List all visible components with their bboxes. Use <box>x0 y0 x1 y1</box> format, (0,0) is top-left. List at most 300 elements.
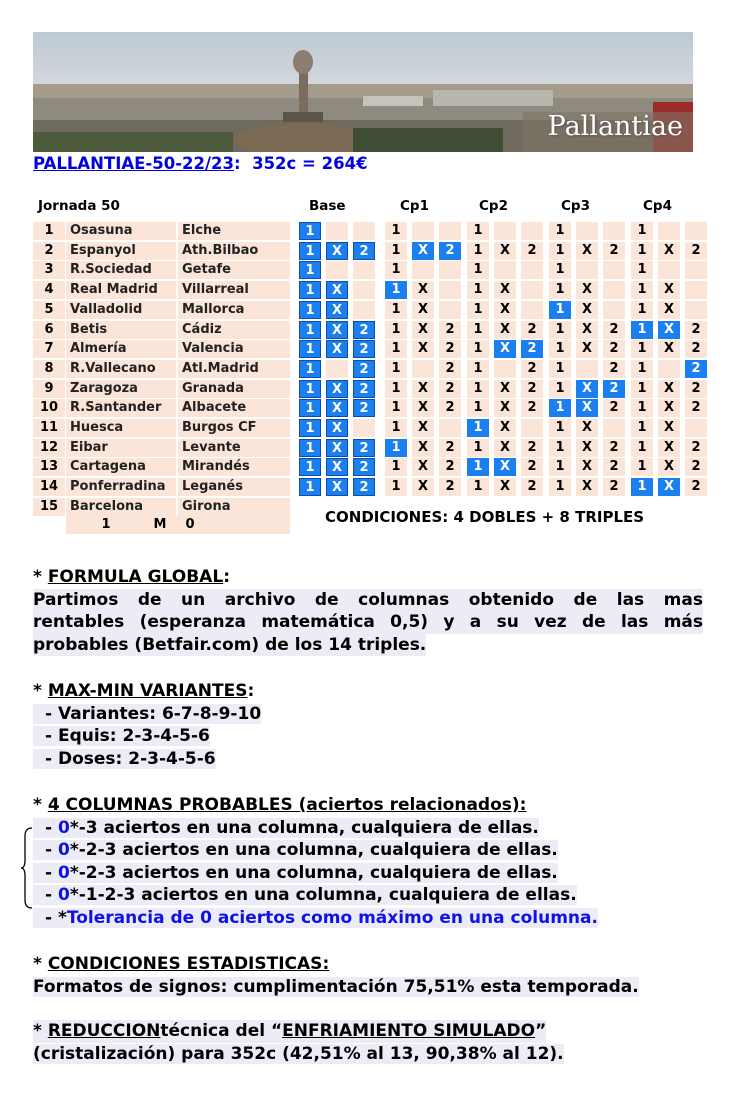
away-team: Mirandés <box>178 458 290 476</box>
base-sign-2: 2 <box>353 380 375 398</box>
cp2-sign-1: 1 <box>467 321 489 339</box>
cp4-sign-x: X <box>658 478 680 496</box>
reduccion-mid: técnica del “ <box>160 1021 283 1041</box>
cp2-sign-x <box>494 360 516 378</box>
match-row <box>33 281 698 299</box>
cp3-sign-2 <box>603 301 625 319</box>
home-team: R.Sociedad <box>66 261 176 279</box>
cp2-sign-1: 1 <box>467 360 489 378</box>
cp1-sign-2: 2 <box>439 439 461 457</box>
match-row <box>33 301 698 319</box>
cp4-sign-2: 2 <box>685 340 707 358</box>
base-sign-x: X <box>326 399 348 417</box>
base-sign-2: 2 <box>353 478 375 496</box>
base-sign-x <box>326 222 348 240</box>
cp1-sign-2: 2 <box>439 380 461 398</box>
cp4-sign-1: 1 <box>631 222 653 240</box>
cp2-sign-x: X <box>494 439 516 457</box>
home-team: R.Vallecano <box>66 360 176 378</box>
cp1-sign-2: 2 <box>439 242 461 260</box>
cp3-sign-x: X <box>576 380 598 398</box>
cp2-sign-x: X <box>494 301 516 319</box>
cp3-sign-2 <box>603 222 625 240</box>
match-number: 3 <box>33 261 65 279</box>
match-row <box>33 439 701 457</box>
cp1-sign-1: 1 <box>385 478 407 496</box>
cp2-sign-2: 2 <box>521 399 543 417</box>
home-team: Valladolid <box>66 301 176 319</box>
maxmin-line: - Variantes: 6-7-8-9-10 <box>33 704 261 724</box>
cp4-sign-x: X <box>658 380 680 398</box>
base-sign-x: X <box>326 340 348 358</box>
probables-zero: 0 <box>57 817 70 838</box>
cp3-sign-2: 2 <box>603 439 625 457</box>
probables-zero: 0 <box>57 862 70 883</box>
cp1-sign-x <box>412 261 434 279</box>
match-number: 9 <box>33 380 65 398</box>
cp4-sign-2 <box>685 301 707 319</box>
away-team: Granada <box>178 380 290 398</box>
base-sign-2: 2 <box>353 242 375 260</box>
away-team: Levante <box>178 439 290 457</box>
cp1-sign-2: 2 <box>439 478 461 496</box>
match-row <box>33 458 701 476</box>
base-sign-x: X <box>326 478 348 496</box>
maxmin-line: - Equis: 2-3-4-5-6 <box>33 726 210 746</box>
cp1-sign-1: 1 <box>385 281 407 299</box>
probables-zero: 0 <box>57 885 70 905</box>
reduccion-line: (cristalización) para 352c (42,51% al 13, 90,38% al 12). <box>33 1043 564 1064</box>
cp4-sign-1: 1 <box>631 360 653 378</box>
base-sign-1: 1 <box>299 281 321 299</box>
base-sign-1: 1 <box>299 399 321 417</box>
cp3-sign-2: 2 <box>603 458 625 476</box>
cp1-sign-x: X <box>412 340 434 358</box>
probables-line: *-3 aciertos en una columna, cualquiera de ellas. <box>69 817 539 838</box>
home-team: Almería <box>66 340 176 358</box>
cp2-sign-x <box>494 261 516 279</box>
cp1-sign-1: 1 <box>385 340 407 358</box>
cp1-sign-2: 2 <box>439 458 461 476</box>
cp2-sign-x: X <box>494 399 516 417</box>
jornada-label: Jornada 50 <box>38 198 120 214</box>
reduccion-end: ” <box>535 1021 547 1041</box>
cp4-sign-2: 2 <box>685 380 707 398</box>
away-team: Burgos CF <box>178 419 290 437</box>
maxmin-heading: MAX-MIN VARIANTES <box>47 681 248 701</box>
cp2-sign-2: 2 <box>521 458 543 476</box>
away-team: Leganés <box>178 478 290 496</box>
base-sign-2: 2 <box>353 340 375 358</box>
cp2-sign-1: 1 <box>467 340 489 358</box>
cp2-sign-1: 1 <box>467 222 489 240</box>
match-row <box>33 261 698 279</box>
formula-line: probables (Betfair.com) de los 14 triples. <box>33 634 427 655</box>
home-team: Huesca <box>66 419 176 437</box>
cp3-sign-2 <box>603 261 625 279</box>
cp1-sign-x: X <box>412 399 434 417</box>
match-number: 1 <box>33 222 65 240</box>
base-sign-x <box>326 360 348 378</box>
reduccion-section: * REDUCCIONtécnica del “ENFRIAMIENTO SIMULADO” (cristalización) para 352c (42,51% al 13, 90,38% al 12). <box>33 1021 564 1064</box>
cp4-sign-x <box>658 222 680 240</box>
title-total: : 352c = 264€ <box>234 154 368 173</box>
cp4-sign-x: X <box>658 340 680 358</box>
match-number: 8 <box>33 360 65 378</box>
probables-line: *-2-3 aciertos en una columna, cualquiera de ellas. <box>69 840 558 860</box>
base-sign-1: 1 <box>299 360 321 378</box>
cp3-sign-2 <box>603 281 625 299</box>
cp2-sign-2: 2 <box>521 242 543 260</box>
cp2-sign-x: X <box>494 242 516 260</box>
cp2-sign-1: 1 <box>467 458 489 476</box>
cp3-sign-1: 1 <box>549 419 571 437</box>
away-team: Cádiz <box>178 321 290 339</box>
base-sign-1: 1 <box>299 321 321 339</box>
base-sign-1: 1 <box>299 458 321 476</box>
home-team: Real Madrid <box>66 281 176 299</box>
match-row <box>33 399 701 417</box>
cp3-sign-2 <box>603 419 625 437</box>
cp2-sign-2 <box>521 222 543 240</box>
match-number: 12 <box>33 439 65 457</box>
probables-zero: 0 <box>57 840 70 860</box>
home-team: Barcelona <box>66 498 176 516</box>
cp1-sign-1: 1 <box>385 360 407 378</box>
match-row <box>33 380 701 398</box>
cp2-sign-x: X <box>494 281 516 299</box>
base-sign-2: 2 <box>353 321 375 339</box>
cp2-sign-1: 1 <box>467 261 489 279</box>
cp1-sign-1: 1 <box>385 439 407 457</box>
cp3-sign-1: 1 <box>549 439 571 457</box>
cp3-sign-x <box>576 360 598 378</box>
base-sign-2: 2 <box>353 360 375 378</box>
col-header-cp3: Cp3 <box>561 198 590 214</box>
base-sign-2: 2 <box>353 399 375 417</box>
match-number: 13 <box>33 458 65 476</box>
base-sign-x: X <box>326 281 348 299</box>
cp1-sign-1: 1 <box>385 242 407 260</box>
cp1-sign-x: X <box>412 458 434 476</box>
cp1-sign-2: 2 <box>439 360 461 378</box>
cp1-sign-1: 1 <box>385 458 407 476</box>
cp4-sign-2: 2 <box>685 321 707 339</box>
cp3-sign-x: X <box>576 458 598 476</box>
cp4-sign-1: 1 <box>631 419 653 437</box>
cp4-sign-2 <box>685 222 707 240</box>
cp1-sign-x: X <box>412 281 434 299</box>
cp2-sign-2: 2 <box>521 439 543 457</box>
cp3-sign-2: 2 <box>603 321 625 339</box>
away-team: Atl.Madrid <box>178 360 290 378</box>
cp4-sign-1: 1 <box>631 439 653 457</box>
cp3-sign-x: X <box>576 340 598 358</box>
cp3-sign-2: 2 <box>603 242 625 260</box>
base-sign-2: 2 <box>353 439 375 457</box>
base-sign-2 <box>353 261 375 279</box>
base-sign-2 <box>353 419 375 437</box>
cp4-sign-x <box>658 261 680 279</box>
cp2-sign-x: X <box>494 419 516 437</box>
base-sign-x: X <box>326 419 348 437</box>
cp1-sign-x: X <box>412 321 434 339</box>
base-sign-2 <box>353 281 375 299</box>
cp4-sign-1: 1 <box>631 380 653 398</box>
base-sign-2 <box>353 301 375 319</box>
match-number: 14 <box>33 478 65 496</box>
cp1-sign-x: X <box>412 242 434 260</box>
match-row <box>33 360 701 378</box>
cp3-sign-1: 1 <box>549 301 571 319</box>
cp3-sign-x <box>576 222 598 240</box>
cp3-sign-x <box>576 261 598 279</box>
base-sign-1: 1 <box>299 380 321 398</box>
match-number: 2 <box>33 242 65 260</box>
base-sign-x: X <box>326 458 348 476</box>
cp2-sign-2 <box>521 419 543 437</box>
title-link[interactable]: PALLANTIAE-50-22/23 <box>33 154 234 173</box>
formula-heading: FORMULA GLOBAL <box>47 567 224 587</box>
cp3-sign-x: X <box>576 419 598 437</box>
cp1-sign-x: X <box>412 439 434 457</box>
reduccion-heading: REDUCCION <box>47 1021 161 1041</box>
match-number: 5 <box>33 301 65 319</box>
col-header-cp2: Cp2 <box>479 198 508 214</box>
base-sign-1: 1 <box>299 478 321 496</box>
away-team: Villarreal <box>178 281 290 299</box>
base-sign-x: X <box>326 380 348 398</box>
cp1-sign-1: 1 <box>385 380 407 398</box>
home-team: Cartagena <box>66 458 176 476</box>
cp2-sign-x: X <box>494 321 516 339</box>
away-team: Valencia <box>178 340 290 358</box>
cp3-sign-2: 2 <box>603 478 625 496</box>
cp4-sign-x: X <box>658 242 680 260</box>
cp4-sign-1: 1 <box>631 340 653 358</box>
cp2-sign-1: 1 <box>467 301 489 319</box>
cp2-sign-2: 2 <box>521 321 543 339</box>
cp2-sign-x: X <box>494 458 516 476</box>
formula-line: Partimos de un archivo de columnas obtenido de las mas <box>33 589 703 610</box>
match-row <box>33 242 701 260</box>
cp1-sign-2 <box>439 281 461 299</box>
base-sign-1: 1 <box>299 419 321 437</box>
cp1-sign-x <box>412 222 434 240</box>
cp1-sign-1: 1 <box>385 222 407 240</box>
estadisticas-heading: CONDICIONES ESTADISTICAS <box>47 954 323 974</box>
base-sign-2: 2 <box>353 458 375 476</box>
cp2-sign-1: 1 <box>467 439 489 457</box>
cp1-sign-x: X <box>412 301 434 319</box>
match-row <box>33 340 701 358</box>
cp1-sign-x <box>412 360 434 378</box>
cp4-sign-2 <box>685 261 707 279</box>
cp1-sign-2: 2 <box>439 399 461 417</box>
col-header-base: Base <box>309 198 346 214</box>
banner-brand-text: Pallantiae <box>547 111 683 142</box>
base-sign-2 <box>353 222 375 240</box>
cp4-sign-x: X <box>658 321 680 339</box>
base-sign-1: 1 <box>299 242 321 260</box>
estadisticas-line: Formatos de signos: cumplimentación 75,51% esta temporada. <box>33 976 639 997</box>
cp2-sign-1: 1 <box>467 281 489 299</box>
cp1-sign-1: 1 <box>385 419 407 437</box>
match-number: 6 <box>33 321 65 339</box>
cp4-sign-x: X <box>658 458 680 476</box>
cp2-sign-1: 1 <box>467 399 489 417</box>
cp3-sign-1: 1 <box>549 458 571 476</box>
maxmin-section: * MAX-MIN VARIANTES: - Variantes: 6-7-8-9-10 - Equis: 2-3-4-5-6 - Doses: 2-3-4-5-6 <box>33 681 262 769</box>
cp4-sign-1: 1 <box>631 399 653 417</box>
curly-brace-icon <box>20 826 34 910</box>
cp4-sign-1: 1 <box>631 261 653 279</box>
away-team: Elche <box>178 222 290 240</box>
estadisticas-section: * CONDICIONES ESTADISTICAS: Formatos de signos: cumplimentación 75,51% esta temporada. <box>33 954 639 997</box>
cp2-sign-1: 1 <box>467 419 489 437</box>
match-number: 11 <box>33 419 65 437</box>
cp1-sign-1: 1 <box>385 399 407 417</box>
cp3-sign-1: 1 <box>549 380 571 398</box>
cp3-sign-1: 1 <box>549 340 571 358</box>
tolerancia-line: Tolerancia de 0 aciertos como máximo en una columna. <box>66 907 598 928</box>
match-row <box>33 321 701 339</box>
home-team: Ponferradina <box>66 478 176 496</box>
cp3-sign-1: 1 <box>549 261 571 279</box>
match-row <box>33 478 701 496</box>
cp4-sign-2 <box>685 281 707 299</box>
base-sign-x: X <box>326 321 348 339</box>
cp2-sign-2: 2 <box>521 478 543 496</box>
formula-line: rentables (esperanza matemática 0,5) y a su vez de las más <box>33 612 703 632</box>
pleno-away: 0 <box>185 517 195 532</box>
away-team: Ath.Bilbao <box>178 242 290 260</box>
cp3-sign-x: X <box>576 399 598 417</box>
cp3-sign-1: 1 <box>549 399 571 417</box>
header-banner <box>33 32 693 152</box>
cp3-sign-2: 2 <box>603 399 625 417</box>
home-team: Eibar <box>66 439 176 457</box>
col-header-cp1: Cp1 <box>400 198 429 214</box>
match-number: 7 <box>33 340 65 358</box>
conditions-label: CONDICIONES: 4 DOBLES + 8 TRIPLES <box>325 508 645 526</box>
cp4-sign-x: X <box>658 439 680 457</box>
cp2-sign-1: 1 <box>467 242 489 260</box>
cp3-sign-x: X <box>576 301 598 319</box>
cp1-sign-2 <box>439 301 461 319</box>
cp4-sign-1: 1 <box>631 321 653 339</box>
cp3-sign-1: 1 <box>549 478 571 496</box>
cp1-sign-1: 1 <box>385 321 407 339</box>
cp3-sign-1: 1 <box>549 242 571 260</box>
match-row <box>33 419 698 437</box>
cp1-sign-2: 2 <box>439 340 461 358</box>
base-sign-x: X <box>326 301 348 319</box>
cp3-sign-1: 1 <box>549 281 571 299</box>
match-number: 10 <box>33 399 65 417</box>
base-sign-x: X <box>326 439 348 457</box>
cp2-sign-x <box>494 222 516 240</box>
col-header-cp4: Cp4 <box>643 198 672 214</box>
cp4-sign-1: 1 <box>631 301 653 319</box>
match-number: 4 <box>33 281 65 299</box>
cp2-sign-x: X <box>494 380 516 398</box>
formula-section: * FORMULA GLOBAL: Partimos de un archivo de columnas obtenido de las mas rentables (esperanza matemática 0,5) y a su vez de las más probables (Betfair.com) de los 14 triples. <box>33 567 703 655</box>
cp4-sign-2: 2 <box>685 458 707 476</box>
quiniela-grid <box>33 194 701 538</box>
cp3-sign-2: 2 <box>603 360 625 378</box>
cp3-sign-x: X <box>576 242 598 260</box>
match-row <box>33 222 698 240</box>
cp3-sign-2: 2 <box>603 340 625 358</box>
base-sign-1: 1 <box>299 439 321 457</box>
cp2-sign-2 <box>521 301 543 319</box>
cp1-sign-2: 2 <box>439 321 461 339</box>
pleno-home: 1 <box>101 517 111 532</box>
cp1-sign-x: X <box>412 478 434 496</box>
probables-section: * 4 COLUMNAS PROBABLES (aciertos relacionados): - 0*-3 aciertos en una columna, cualquiera de ellas. - 0*-2-3 aciertos en una columna, cualquiera de ellas. - 0*-2-3 aciertos en una columna, cualquiera de ellas. - 0*-1-2-3 aciertos en una columna, cualquiera de ellas. - *Tolerancia de 0 aciertos como máximo en una columna. <box>33 795 598 928</box>
away-team: Getafe <box>178 261 290 279</box>
cp2-sign-2: 2 <box>521 360 543 378</box>
maxmin-line: - Doses: 2-3-4-5-6 <box>33 749 216 769</box>
probables-heading: 4 COLUMNAS PROBABLES (aciertos relacionados) <box>47 795 520 815</box>
cp1-sign-2 <box>439 419 461 437</box>
away-team: Albacete <box>178 399 290 417</box>
cp1-sign-1: 1 <box>385 301 407 319</box>
page-title <box>33 154 368 173</box>
home-team: R.Santander <box>66 399 176 417</box>
cp3-sign-x: X <box>576 281 598 299</box>
cp4-sign-x: X <box>658 419 680 437</box>
cp2-sign-2 <box>521 281 543 299</box>
cp1-sign-2 <box>439 261 461 279</box>
probables-line: *-1-2-3 aciertos en una columna, cualquiera de ellas. <box>69 885 577 905</box>
cp1-sign-x: X <box>412 380 434 398</box>
cp1-sign-1: 1 <box>385 261 407 279</box>
cp4-sign-x: X <box>658 281 680 299</box>
cp2-sign-2: 2 <box>521 340 543 358</box>
pleno-mid: M <box>153 517 167 532</box>
cp3-sign-x: X <box>576 478 598 496</box>
base-sign-1: 1 <box>299 222 321 240</box>
base-sign-1: 1 <box>299 340 321 358</box>
cp4-sign-2: 2 <box>685 399 707 417</box>
home-team: Espanyol <box>66 242 176 260</box>
cp4-sign-1: 1 <box>631 242 653 260</box>
cp2-sign-1: 1 <box>467 478 489 496</box>
cp2-sign-1: 1 <box>467 380 489 398</box>
cp4-sign-2: 2 <box>685 242 707 260</box>
cp2-sign-x: X <box>494 340 516 358</box>
cp3-sign-2: 2 <box>603 380 625 398</box>
cp2-sign-x: X <box>494 478 516 496</box>
cp4-sign-2: 2 <box>685 439 707 457</box>
cp4-sign-1: 1 <box>631 458 653 476</box>
base-sign-1: 1 <box>299 261 321 279</box>
base-sign-x <box>326 261 348 279</box>
cp4-sign-x: X <box>658 301 680 319</box>
cp2-sign-2 <box>521 261 543 279</box>
base-sign-x: X <box>326 242 348 260</box>
cp4-sign-x <box>658 360 680 378</box>
cp4-sign-2: 2 <box>685 360 707 378</box>
home-team: Betis <box>66 321 176 339</box>
cp3-sign-x: X <box>576 321 598 339</box>
cp4-sign-2 <box>685 419 707 437</box>
cp3-sign-1: 1 <box>549 321 571 339</box>
cp3-sign-x: X <box>576 439 598 457</box>
cp1-sign-2 <box>439 222 461 240</box>
